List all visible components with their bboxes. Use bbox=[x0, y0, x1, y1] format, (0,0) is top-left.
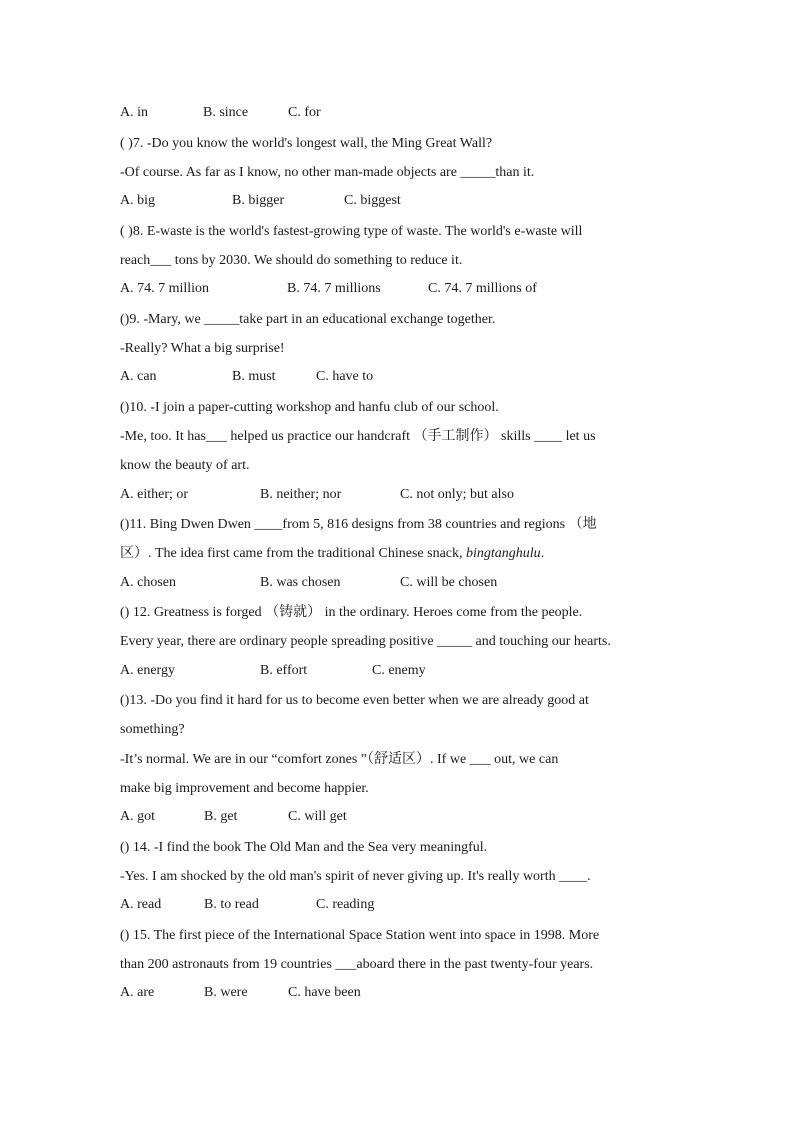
option-a: A. got bbox=[120, 809, 155, 824]
question-stem: ( )7. -Do you know the world's longest wall, the Ming Great Wall? bbox=[120, 136, 493, 151]
option-c: C. not only; but also bbox=[400, 487, 514, 502]
stem-text: 区）. The idea first came from the traditional Chinese snack, bbox=[120, 546, 467, 561]
question-reply: -Yes. I am shocked by the old man's spirit of never giving up. It's really worth ____. bbox=[120, 869, 591, 884]
option-c: C. for bbox=[288, 105, 321, 120]
option-b: B. since bbox=[203, 105, 249, 120]
option-b: B. get bbox=[204, 809, 238, 824]
option-a: A. can bbox=[120, 369, 157, 384]
italic-term: bingtanghulu bbox=[466, 546, 541, 561]
question-reply: -Really? What a big surprise! bbox=[120, 341, 285, 356]
option-b: B. was chosen bbox=[260, 575, 341, 590]
question-stem-cont: Every year, there are ordinary people spreading positive _____ and touching our hearts. bbox=[120, 634, 611, 649]
option-a: A. in bbox=[120, 105, 148, 120]
option-c: C. 74. 7 millions of bbox=[428, 281, 537, 296]
question-stem: () 12. Greatness is forged （铸就） in the ordinary. Heroes come from the people. bbox=[120, 605, 583, 620]
option-c: C. enemy bbox=[372, 663, 426, 678]
question-stem-cont: know the beauty of art. bbox=[120, 458, 250, 473]
option-c: C. have to bbox=[316, 369, 374, 384]
question-stem-cont: than 200 astronauts from 19 countries ___aboard there in the past twenty-four years. bbox=[120, 957, 594, 972]
question-stem-cont bbox=[120, 545, 675, 563]
option-c: C. will get bbox=[288, 809, 347, 824]
question-stem: ()9. -Mary, we _____take part in an educational exchange together. bbox=[120, 312, 496, 327]
option-c: C. reading bbox=[316, 897, 375, 912]
question-stem-cont: -Me, too. It has___ helped us practice our handcraft （手工制作） skills ____ let us bbox=[120, 429, 596, 444]
option-a: A. chosen bbox=[120, 575, 176, 590]
option-a: A. big bbox=[120, 193, 155, 208]
question-stem: ()11. Bing Dwen Dwen ____from 5, 816 designs from 38 countries and regions （地 bbox=[120, 517, 597, 532]
question-stem: () 14. -I find the book The Old Man and the Sea very meaningful. bbox=[120, 840, 488, 855]
option-b: B. effort bbox=[260, 663, 308, 678]
option-a: A. are bbox=[120, 985, 155, 1000]
stem-end: . bbox=[540, 546, 545, 561]
option-c: C. will be chosen bbox=[400, 575, 498, 590]
option-b: B. were bbox=[204, 985, 248, 1000]
option-b: B. to read bbox=[204, 897, 259, 912]
option-b: B. 74. 7 millions bbox=[287, 281, 381, 296]
option-b: B. neither; nor bbox=[260, 487, 342, 502]
option-a: A. energy bbox=[120, 663, 175, 678]
option-b: B. must bbox=[232, 369, 276, 384]
option-c: C. biggest bbox=[344, 193, 401, 208]
question-stem: ( )8. E-waste is the world's fastest-growing type of waste. The world's e-waste will bbox=[120, 224, 583, 239]
question-stem: ()10. -I join a paper-cutting workshop and hanfu club of our school. bbox=[120, 400, 499, 415]
question-stem: ()13. -Do you find it hard for us to become even better when we are already good at bbox=[120, 693, 589, 708]
question-reply-cont: make big improvement and become happier. bbox=[120, 781, 369, 796]
option-b: B. bigger bbox=[232, 193, 285, 208]
option-a: A. read bbox=[120, 897, 162, 912]
option-c: C. have been bbox=[288, 985, 361, 1000]
option-a: A. either; or bbox=[120, 487, 189, 502]
question-reply: -Of course. As far as I know, no other man-made objects are _____than it. bbox=[120, 165, 535, 180]
question-stem-cont: something? bbox=[120, 722, 185, 737]
question-stem: () 15. The first piece of the International Space Station went into space in 1998. More bbox=[120, 928, 600, 943]
option-a: A. 74. 7 million bbox=[120, 281, 210, 296]
question-reply: -It’s normal. We are in our “comfort zones ”（舒适区）. If we ___ out, we can bbox=[120, 752, 559, 767]
question-stem-cont: reach___ tons by 2030. We should do something to reduce it. bbox=[120, 253, 463, 268]
